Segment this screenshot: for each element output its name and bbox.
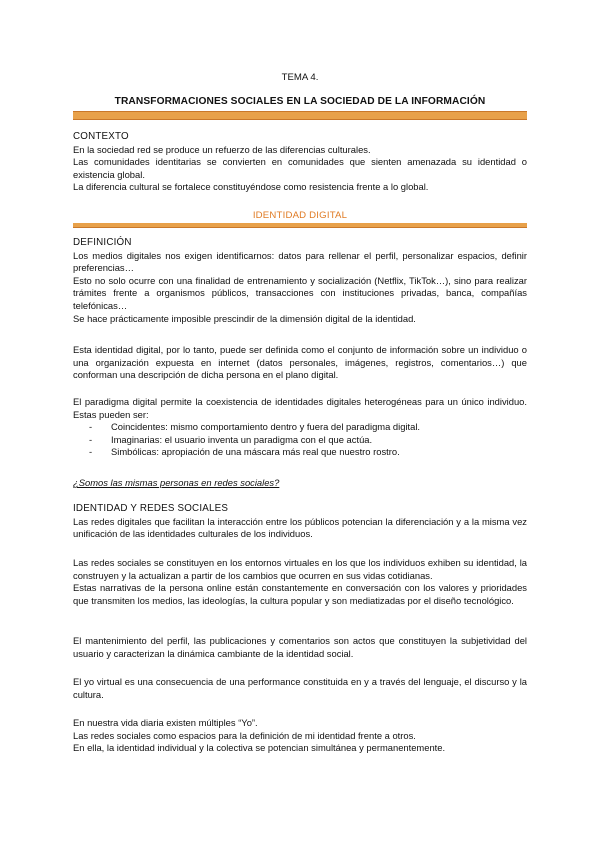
redes-paragraph-5: El yo virtual es una consecuencia de una performance constituida en y a través del lenguaje, el discurso y la cultura.	[73, 676, 527, 700]
list-item	[73, 421, 527, 434]
list-item	[73, 446, 527, 459]
identidad-digital-title: IDENTIDAD DIGITAL	[252, 210, 348, 221]
contexto-heading: CONTEXTO	[73, 131, 129, 142]
list-item	[73, 434, 527, 447]
list-item-text: Imaginarias: el usuario inventa un paradigma con el que actúa.	[111, 433, 373, 445]
section-question: ¿Somos las mismas personas en redes sociales?	[73, 477, 280, 488]
definicion-heading: DEFINICIÓN	[73, 237, 132, 248]
contexto-section	[73, 131, 527, 194]
redes-paragraph-1: Las redes digitales que facilitan la interacción entre los públicos potencian la diferenciación y a la misma vez unificación de las identidades culturales de los individuos.	[73, 515, 527, 540]
redes-paragraph-6: En nuestra vida diaria existen múltiples “Yo”.	[73, 717, 258, 728]
dash-marker: -	[89, 433, 93, 445]
title-underline-bar	[73, 111, 527, 120]
redes-block-5	[73, 717, 527, 755]
list-item-text: Simbólicas: apropiación de una máscara más real que nuestro rostro.	[111, 446, 400, 458]
paradigma-paragraph: El paradigma digital permite la coexistencia de identidades digitales heterogéneas para un único individuo. Estas pueden ser:	[73, 396, 527, 420]
redes-block-3	[73, 635, 527, 660]
redes-block-2	[73, 557, 527, 607]
contexto-line-3: La diferencia cultural se fortalece constituyéndose como resistencia frente a lo global.	[73, 181, 429, 193]
redes-block-4	[73, 676, 527, 701]
identidad-digital-bar	[73, 223, 527, 228]
contexto-line-1: En la sociedad red se produce un refuerzo de las diferencias culturales.	[73, 143, 371, 155]
topic-number: TEMA 4.	[281, 72, 319, 83]
redes-heading: IDENTIDAD Y REDES SOCIALES	[73, 503, 229, 514]
document-title: TRANSFORMACIONES SOCIALES EN LA SOCIEDAD DE LA INFORMACIÓN	[114, 96, 486, 107]
contexto-line-2: Las comunidades identitarias se convierten en comunidades que sienten amenazada su identidad o existencia global.	[73, 156, 527, 180]
definicion-paragraph-4: Esta identidad digital, por lo tanto, puede ser definida como el conjunto de información sobre un individuo o una organización expuesta en internet (datos personales, imágenes, registros, comentarios…) que conforman una descripción de dicha persona en el plano digital.	[73, 344, 527, 381]
definicion-paragraph-1: Los medios digitales nos exigen identificarnos: datos para rellenar el perfil, personalizar espacios, definir preferencias…	[73, 249, 527, 274]
identity-types-list	[73, 421, 527, 459]
definicion-section	[73, 237, 527, 325]
definicion-paragraph-2: Esto no solo ocurre con una finalidad de entrenamiento y socialización (Netflix, TikTok…), sino para realizar trámites frente a organismos públicos, transacciones con instituciones privadas, banca, compañías telefónicas…	[73, 274, 527, 311]
redes-paragraph-3: Estas narrativas de la persona online están constantemente en conversación con los valores y prioridades que transmiten los medios, las ideologías, la cultura popular y son mediatizadas por el diseño tecnológico.	[73, 582, 527, 606]
redes-paragraph-2: Las redes sociales se constituyen en los entornos virtuales en los que los individuos exhiben su identidad, la construyen y la actualizan a partir de los cambios que ocurren en sus vidas cotidianas.	[73, 557, 527, 581]
redes-section	[73, 503, 527, 541]
paradigma-block	[73, 396, 527, 459]
definicion-paragraph-4-block	[73, 344, 527, 382]
redes-paragraph-8: En ella, la identidad individual y la colectiva se potencian simultánea y permanentemente.	[73, 742, 446, 754]
dash-marker: -	[89, 421, 93, 433]
dash-marker: -	[89, 446, 93, 458]
definicion-paragraph-3: Se hace prácticamente imposible prescindir de la dimensión digital de la identidad.	[73, 312, 416, 324]
question-block	[73, 477, 527, 490]
redes-paragraph-4: El mantenimiento del perfil, las publicaciones y comentarios son actos que constituyen la subjetividad del usuario y caracterizan la dinámica cambiante de la identidad social.	[73, 635, 527, 659]
redes-paragraph-7: Las redes sociales como espacios para la definición de mi identidad frente a otros.	[73, 729, 416, 741]
list-item-text: Coincidentes: mismo comportamiento dentro y fuera del paradigma digital.	[111, 421, 421, 433]
